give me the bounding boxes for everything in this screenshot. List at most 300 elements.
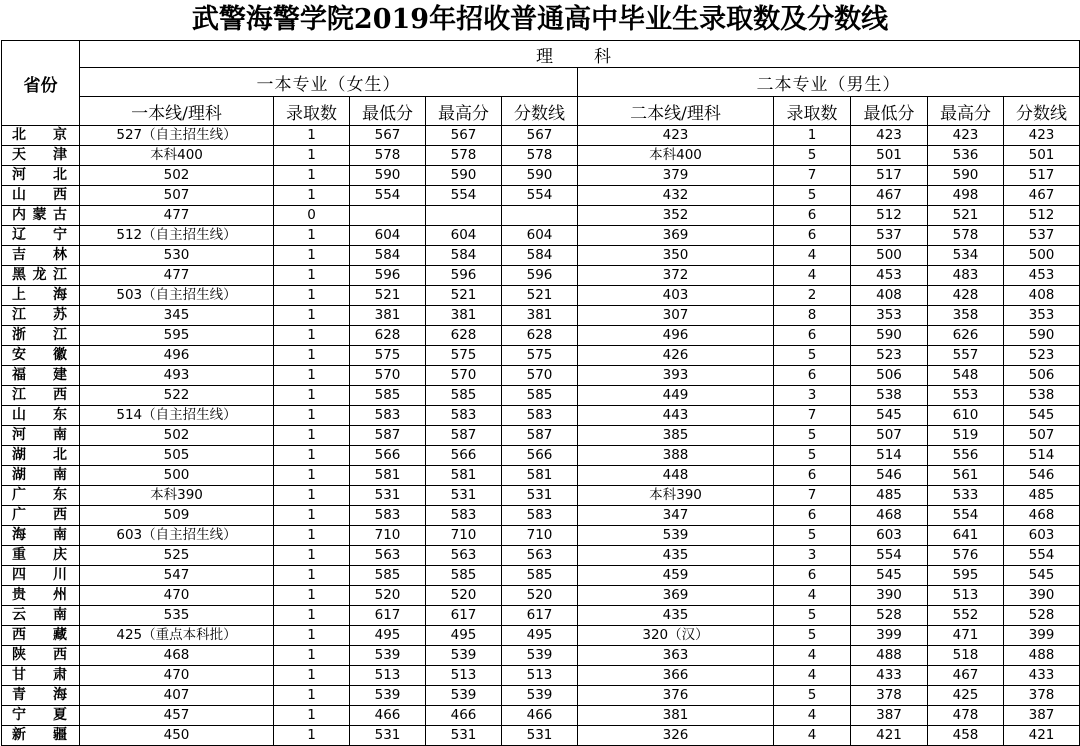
cell-cut2: 488 [1004, 646, 1080, 666]
cell-max1: 587 [426, 426, 502, 446]
cell-min2: 353 [851, 306, 928, 326]
cell-min1: 554 [350, 186, 426, 206]
cell-cut2: 517 [1004, 166, 1080, 186]
cell-min2: 603 [851, 526, 928, 546]
cell-min1: 381 [350, 306, 426, 326]
cell-cut1: 520 [502, 586, 578, 606]
cell-min1: 587 [350, 426, 426, 446]
cell-cut2: 387 [1004, 706, 1080, 726]
cell-cut2: 554 [1004, 546, 1080, 566]
cell-cut2: 408 [1004, 286, 1080, 306]
cell-min1: 581 [350, 466, 426, 486]
table-row [2, 306, 1080, 326]
cell-cut2: 421 [1004, 726, 1080, 746]
col-header-line2: 二本线/理科 [578, 97, 774, 126]
cell-max2: 458 [928, 726, 1004, 746]
cell-line1: 345 [80, 306, 274, 326]
cell-cut1: 570 [502, 366, 578, 386]
cell-max1: 710 [426, 526, 502, 546]
cell-cut1: 513 [502, 666, 578, 686]
cell-line2: 443 [578, 406, 774, 426]
cell-max2: 534 [928, 246, 1004, 266]
table-body [2, 126, 1080, 746]
cell-line2: 496 [578, 326, 774, 346]
cell-cut2: 603 [1004, 526, 1080, 546]
cell-cut1: 587 [502, 426, 578, 446]
cell-max1: 585 [426, 566, 502, 586]
cell-line1: 496 [80, 346, 274, 366]
cell-max1: 604 [426, 226, 502, 246]
cell-num1: 1 [274, 506, 350, 526]
table-row [2, 146, 1080, 166]
cell-num2: 7 [774, 166, 851, 186]
table-row [2, 446, 1080, 466]
cell-cut2: 485 [1004, 486, 1080, 506]
cell-cut1: 581 [502, 466, 578, 486]
cell-num1: 1 [274, 306, 350, 326]
cell-max2: 557 [928, 346, 1004, 366]
cell-max1: 513 [426, 666, 502, 686]
cell-cut2: 528 [1004, 606, 1080, 626]
cell-num2: 5 [774, 606, 851, 626]
cell-max2: 425 [928, 686, 1004, 706]
cell-province: 河南 [2, 426, 80, 446]
cell-max1: 570 [426, 366, 502, 386]
cell-num1: 1 [274, 346, 350, 366]
cell-line2: 363 [578, 646, 774, 666]
cell-cut1: 566 [502, 446, 578, 466]
cell-num2: 3 [774, 386, 851, 406]
cell-max1: 539 [426, 646, 502, 666]
cell-province: 辽宁 [2, 226, 80, 246]
cell-line1: 本科400 [80, 146, 274, 166]
cell-line1: 595 [80, 326, 274, 346]
cell-province: 河北 [2, 166, 80, 186]
table-row [2, 606, 1080, 626]
cell-min2: 538 [851, 386, 928, 406]
table-row [2, 266, 1080, 286]
cell-province: 云南 [2, 606, 80, 626]
cell-num1: 1 [274, 586, 350, 606]
cell-min1: 539 [350, 686, 426, 706]
cell-num2: 7 [774, 486, 851, 506]
cell-min1: 495 [350, 626, 426, 646]
cell-max1: 520 [426, 586, 502, 606]
cell-max1: 531 [426, 486, 502, 506]
cell-max1: 563 [426, 546, 502, 566]
cell-max2: 576 [928, 546, 1004, 566]
cell-min2: 512 [851, 206, 928, 226]
cell-cut1: 604 [502, 226, 578, 246]
cell-line2: 本科390 [578, 486, 774, 506]
cell-min2: 507 [851, 426, 928, 446]
cell-line1: 470 [80, 586, 274, 606]
cell-cut2: 590 [1004, 326, 1080, 346]
cell-line2: 347 [578, 506, 774, 526]
cell-min2: 423 [851, 126, 928, 146]
table-row [2, 226, 1080, 246]
cell-line1: 603（自主招生线） [80, 526, 274, 546]
cell-cut1: 563 [502, 546, 578, 566]
cell-cut1: 567 [502, 126, 578, 146]
cell-min2: 514 [851, 446, 928, 466]
cell-max1: 567 [426, 126, 502, 146]
cell-max2: 553 [928, 386, 1004, 406]
cell-cut2: 506 [1004, 366, 1080, 386]
cell-cut1: 583 [502, 506, 578, 526]
cell-max2: 467 [928, 666, 1004, 686]
cell-cut2: 433 [1004, 666, 1080, 686]
cell-max2: 521 [928, 206, 1004, 226]
cell-num2: 4 [774, 266, 851, 286]
cell-num1: 1 [274, 386, 350, 406]
cell-cut2: 423 [1004, 126, 1080, 146]
cell-min2: 500 [851, 246, 928, 266]
cell-min1: 520 [350, 586, 426, 606]
cell-num2: 4 [774, 246, 851, 266]
cell-cut1: 381 [502, 306, 578, 326]
cell-num2: 5 [774, 346, 851, 366]
cell-min2: 545 [851, 406, 928, 426]
cell-line1: 502 [80, 166, 274, 186]
cell-cut1: 578 [502, 146, 578, 166]
cell-max2: 478 [928, 706, 1004, 726]
cell-min2: 501 [851, 146, 928, 166]
cell-max2: 471 [928, 626, 1004, 646]
cell-min2: 537 [851, 226, 928, 246]
cell-num1: 1 [274, 286, 350, 306]
cell-cut1: 539 [502, 686, 578, 706]
cell-province: 湖南 [2, 466, 80, 486]
cell-max2: 483 [928, 266, 1004, 286]
cell-province: 海南 [2, 526, 80, 546]
table-row [2, 126, 1080, 146]
cell-min2: 488 [851, 646, 928, 666]
cell-min2: 528 [851, 606, 928, 626]
cell-min1: 566 [350, 446, 426, 466]
cell-num1: 1 [274, 686, 350, 706]
cell-num2: 8 [774, 306, 851, 326]
cell-min1: 710 [350, 526, 426, 546]
table-row [2, 426, 1080, 446]
cell-max2: 578 [928, 226, 1004, 246]
cell-line1: 527（自主招生线） [80, 126, 274, 146]
table-row [2, 286, 1080, 306]
cell-line1: 425（重点本科批） [80, 626, 274, 646]
cell-line1: 503（自主招生线） [80, 286, 274, 306]
cell-cut1: 710 [502, 526, 578, 546]
cell-max1: 578 [426, 146, 502, 166]
group1-header: 一本专业（女生） [80, 68, 578, 97]
cell-num1: 1 [274, 186, 350, 206]
cell-line1: 535 [80, 606, 274, 626]
cell-line1: 512（自主招生线） [80, 226, 274, 246]
page-title: 武警海警学院2019年招收普通高中毕业生录取数及分数线 [191, 4, 889, 35]
cell-min1: 585 [350, 386, 426, 406]
table-row [2, 486, 1080, 506]
cell-cut2: 545 [1004, 566, 1080, 586]
cell-line2: 369 [578, 226, 774, 246]
cell-max2: 552 [928, 606, 1004, 626]
cell-max2: 641 [928, 526, 1004, 546]
cell-num2: 5 [774, 426, 851, 446]
cell-province: 江苏 [2, 306, 80, 326]
table-row [2, 706, 1080, 726]
cell-num2: 6 [774, 566, 851, 586]
cell-num1: 1 [274, 366, 350, 386]
cell-cut2: 378 [1004, 686, 1080, 706]
cell-cut2: 546 [1004, 466, 1080, 486]
cell-num2: 5 [774, 146, 851, 166]
cell-max1: 585 [426, 386, 502, 406]
cell-cut1: 628 [502, 326, 578, 346]
table-row [2, 206, 1080, 226]
cell-min2: 421 [851, 726, 928, 746]
col-header-max2: 最高分 [928, 97, 1004, 126]
cell-num1: 1 [274, 706, 350, 726]
cell-line1: 477 [80, 266, 274, 286]
table-row [2, 246, 1080, 266]
cell-line2: 385 [578, 426, 774, 446]
cell-line2: 350 [578, 246, 774, 266]
cell-max2: 498 [928, 186, 1004, 206]
table-row [2, 366, 1080, 386]
cell-line1: 477 [80, 206, 274, 226]
col-header-num2: 录取数 [774, 97, 851, 126]
cell-num1: 1 [274, 326, 350, 346]
col-header-max1: 最高分 [426, 97, 502, 126]
cell-line1: 493 [80, 366, 274, 386]
cell-province: 甘肃 [2, 666, 80, 686]
cell-line2: 449 [578, 386, 774, 406]
cell-province: 新疆 [2, 726, 80, 746]
cell-num2: 6 [774, 506, 851, 526]
cell-cut2: 514 [1004, 446, 1080, 466]
cell-min1: 539 [350, 646, 426, 666]
cell-num2: 6 [774, 466, 851, 486]
cell-cut1: 466 [502, 706, 578, 726]
cell-cut1 [502, 206, 578, 226]
cell-province: 湖北 [2, 446, 80, 466]
cell-cut1: 575 [502, 346, 578, 366]
cell-max2: 554 [928, 506, 1004, 526]
cell-num2: 4 [774, 666, 851, 686]
cell-line2: 372 [578, 266, 774, 286]
cell-line2: 403 [578, 286, 774, 306]
cell-num1: 1 [274, 626, 350, 646]
cell-num2: 6 [774, 226, 851, 246]
cell-line2: 435 [578, 606, 774, 626]
cell-max1: 583 [426, 506, 502, 526]
cell-max2: 561 [928, 466, 1004, 486]
cell-max2: 428 [928, 286, 1004, 306]
cell-line1: 547 [80, 566, 274, 586]
table-row [2, 506, 1080, 526]
col-header-cut1: 分数线 [502, 97, 578, 126]
cell-max1: 495 [426, 626, 502, 646]
table-row [2, 646, 1080, 666]
cell-min1: 583 [350, 406, 426, 426]
cell-province: 江西 [2, 386, 80, 406]
cell-min1 [350, 206, 426, 226]
cell-min1: 617 [350, 606, 426, 626]
table-row [2, 466, 1080, 486]
cell-line1: 500 [80, 466, 274, 486]
cell-num1: 0 [274, 206, 350, 226]
cell-cut2: 501 [1004, 146, 1080, 166]
cell-min2: 387 [851, 706, 928, 726]
cell-cut2: 467 [1004, 186, 1080, 206]
cell-max2: 423 [928, 126, 1004, 146]
cell-min1: 570 [350, 366, 426, 386]
cell-min2: 399 [851, 626, 928, 646]
cell-num1: 1 [274, 426, 350, 446]
cell-num1: 1 [274, 566, 350, 586]
cell-cut1: 495 [502, 626, 578, 646]
cell-province: 陕西 [2, 646, 80, 666]
cell-cut1: 585 [502, 386, 578, 406]
cell-min1: 584 [350, 246, 426, 266]
cell-max2: 533 [928, 486, 1004, 506]
cell-min1: 466 [350, 706, 426, 726]
cell-num1: 1 [274, 546, 350, 566]
cell-line2: 307 [578, 306, 774, 326]
cell-line1: 502 [80, 426, 274, 446]
cell-line1: 530 [80, 246, 274, 266]
cell-min2: 467 [851, 186, 928, 206]
cell-max1: 381 [426, 306, 502, 326]
cell-num2: 4 [774, 726, 851, 746]
cell-min1: 563 [350, 546, 426, 566]
cell-num1: 1 [274, 466, 350, 486]
cell-line2: 381 [578, 706, 774, 726]
cell-max1: 596 [426, 266, 502, 286]
cell-max1: 617 [426, 606, 502, 626]
cell-cut1: 539 [502, 646, 578, 666]
cell-line1: 本科390 [80, 486, 274, 506]
cell-line2: 376 [578, 686, 774, 706]
cell-line1: 514（自主招生线） [80, 406, 274, 426]
cell-cut1: 521 [502, 286, 578, 306]
cell-num2: 5 [774, 526, 851, 546]
cell-line2: 539 [578, 526, 774, 546]
cell-cut2: 512 [1004, 206, 1080, 226]
cell-max1: 531 [426, 726, 502, 746]
cell-max1: 554 [426, 186, 502, 206]
table-row [2, 406, 1080, 426]
cell-min2: 433 [851, 666, 928, 686]
cell-max2: 610 [928, 406, 1004, 426]
col-header-cut2: 分数线 [1004, 97, 1080, 126]
cell-line2: 423 [578, 126, 774, 146]
cell-min1: 575 [350, 346, 426, 366]
cell-line2: 本科400 [578, 146, 774, 166]
cell-min2: 517 [851, 166, 928, 186]
cell-max2: 590 [928, 166, 1004, 186]
table-row [2, 526, 1080, 546]
cell-num2: 4 [774, 706, 851, 726]
table-row [2, 326, 1080, 346]
cell-province: 重庆 [2, 546, 80, 566]
cell-province: 西藏 [2, 626, 80, 646]
col-header-min1: 最低分 [350, 97, 426, 126]
cell-min2: 506 [851, 366, 928, 386]
cell-line1: 407 [80, 686, 274, 706]
cell-min1: 628 [350, 326, 426, 346]
cell-max2: 536 [928, 146, 1004, 166]
cell-num2: 3 [774, 546, 851, 566]
cell-min2: 554 [851, 546, 928, 566]
cell-line2: 426 [578, 346, 774, 366]
table-row [2, 686, 1080, 706]
cell-max1 [426, 206, 502, 226]
table-row [2, 666, 1080, 686]
cell-max2: 519 [928, 426, 1004, 446]
cell-min1: 604 [350, 226, 426, 246]
cell-num1: 1 [274, 726, 350, 746]
cell-line2: 326 [578, 726, 774, 746]
cell-line2: 369 [578, 586, 774, 606]
cell-max1: 584 [426, 246, 502, 266]
cell-max1: 539 [426, 686, 502, 706]
cell-num1: 1 [274, 646, 350, 666]
cell-min1: 521 [350, 286, 426, 306]
cell-cut1: 585 [502, 566, 578, 586]
cell-max1: 521 [426, 286, 502, 306]
cell-num2: 1 [774, 126, 851, 146]
cell-num1: 1 [274, 446, 350, 466]
cell-line1: 507 [80, 186, 274, 206]
cell-province: 天津 [2, 146, 80, 166]
cell-line2: 320（汉） [578, 626, 774, 646]
cell-province: 吉林 [2, 246, 80, 266]
cell-min1: 596 [350, 266, 426, 286]
cell-line1: 522 [80, 386, 274, 406]
cell-province: 北京 [2, 126, 80, 146]
cell-line1: 470 [80, 666, 274, 686]
cell-num2: 2 [774, 286, 851, 306]
cell-min2: 545 [851, 566, 928, 586]
cell-num1: 1 [274, 166, 350, 186]
cell-cut2: 538 [1004, 386, 1080, 406]
cell-num1: 1 [274, 486, 350, 506]
cell-min2: 390 [851, 586, 928, 606]
cell-min1: 590 [350, 166, 426, 186]
table-row [2, 566, 1080, 586]
cell-num1: 1 [274, 226, 350, 246]
cell-max2: 556 [928, 446, 1004, 466]
cell-province: 宁夏 [2, 706, 80, 726]
cell-cut2: 453 [1004, 266, 1080, 286]
cell-line1: 509 [80, 506, 274, 526]
cell-cut2: 500 [1004, 246, 1080, 266]
cell-cut1: 596 [502, 266, 578, 286]
cell-province: 安徽 [2, 346, 80, 366]
cell-line1: 457 [80, 706, 274, 726]
cell-num2: 5 [774, 186, 851, 206]
cell-province: 贵州 [2, 586, 80, 606]
cell-line2: 459 [578, 566, 774, 586]
cell-min2: 523 [851, 346, 928, 366]
cell-cut2: 399 [1004, 626, 1080, 646]
cell-min2: 485 [851, 486, 928, 506]
cell-max1: 590 [426, 166, 502, 186]
cell-min1: 583 [350, 506, 426, 526]
cell-min2: 453 [851, 266, 928, 286]
cell-line1: 468 [80, 646, 274, 666]
cell-line2: 379 [578, 166, 774, 186]
cell-province: 上海 [2, 286, 80, 306]
